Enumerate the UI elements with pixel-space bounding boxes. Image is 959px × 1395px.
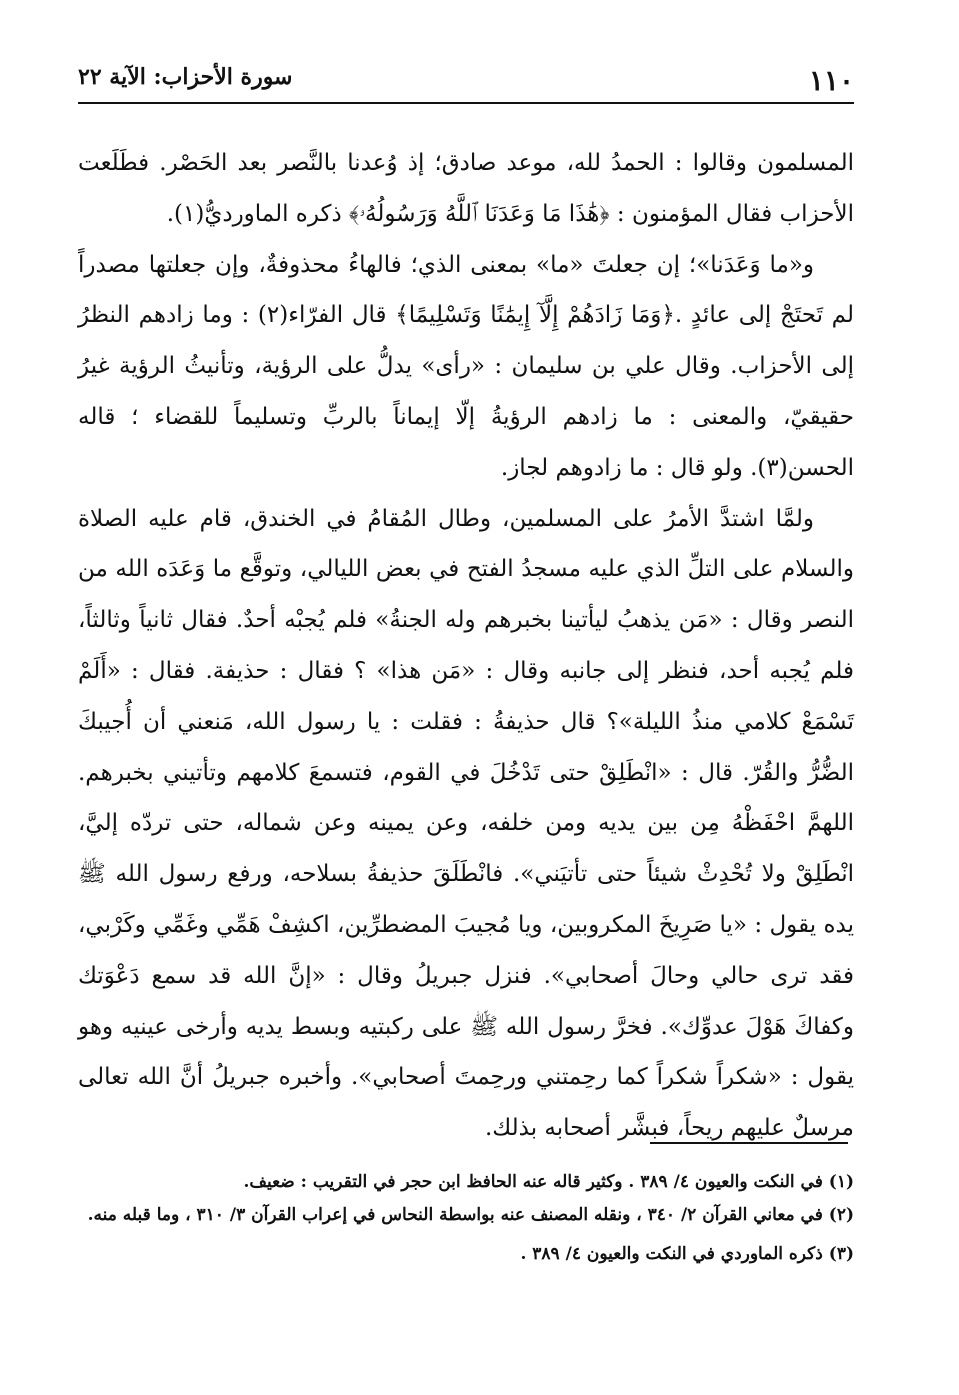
paragraph-1: المسلمون وقالوا : الحمدُ لله، موعد صادق؛ إذ وُعدنا بالنَّصر بعد الحَصْر. فطَلَعت الأحزاب فقال المؤمنون : ﴿هَٰذَا مَا وَعَدَنَا ٱللَّهُ وَرَسُولُهُۥ﴾ ذكره الماورديُّ(١). [78, 150, 854, 227]
footnote-rule [650, 1142, 848, 1144]
main-text [78, 138, 854, 1154]
footnotes [78, 1166, 854, 1271]
paragraph-2: و«ما وَعَدَنا»؛ إن جعلتَ «ما» بمعنى الذي؛ فالهاءُ محذوفةٌ، وإن جعلتها مصدراً لم تَحتَجْ إلى عائدٍ .﴿وَمَا زَادَهُمْ إِلَّآ إِيمَٰنًا وَتَسْلِيمًا﴾ قال الفرّاء(٢) : وما زادهم النظرُ إلى الأحزاب. وقال علي بن سليمان : «رأى» يدلُّ على الرؤية، وتأنيثُ الرؤية غيرُ حقيقيّ، والمعنى : ما زادهم الرؤيةُ إلّا إيماناً بالربِّ وتسليماً للقضاء ؛ قاله الحسن(٣). ولو قال : ما زادوهم لجاز. [78, 251, 854, 481]
footnote-1: (١) في النكت والعيون ٤/ ٣٨٩ . وكثير قاله عنه الحافظ ابن حجر في التقريب : ضعيف. [243, 1172, 854, 1192]
running-title: سورة الأحزاب: الآية ٢٢ [78, 64, 293, 90]
header-rule [78, 102, 854, 104]
page-header [78, 58, 854, 98]
page-number: ١١٠ [808, 64, 854, 97]
paragraph-3: ولمَّا اشتدَّ الأمرُ على المسلمين، وطال المُقامُ في الخندق، قام عليه الصلاة والسلام على التلِّ الذي عليه مسجدُ الفتح في بعض الليالي، وتوقَّع ما وَعَدَه الله من النصر وقال : «مَن يذهبُ ليأتينا بخبرهم وله الجنةُ» فلم يُجبْه أحدٌ. فقال ثانياً وثالثاً، فلم يُجبه أحد، فنظر إلى جانبه وقال : «مَن هذا» ؟ فقال : حذيفة. فقال : «أَلَمْ تَسْمَعْ كلامي منذُ الليلة»؟ قال حذيفةُ : فقلت : يا رسول الله، مَنعني أن أُجيبكَ الضُّرُّ والقُرّ. قال : «انْطَلِقْ حتى تَدْخُلَ في القوم، فتسمعَ كلامهم وتأتيني بخبرهم. اللهمَّ احْفَظْهُ مِن بين يديه ومن خلفه، وعن يمينه وعن شماله، حتى تردّه إليَّ، انْطَلِقْ ولا تُحْدِثْ شيئاً حتى تأتيَني». فانْطَلَقَ حذيفةُ بسلاحه، ورفع رسول الله ﷺ يده يقول : «يا صَرِيخَ المكروبين، ويا مُجيبَ المضطرِّين، اكشِفْ هَمِّي وغَمِّي وكَرْبي، فقد ترى حالي وحالَ أصحابي». فنزل جبريلُ وقال : «إنَّ الله قد سمع دَعْوَتك وكفاكَ هَوْلَ عدوِّك». فخرَّ رسول الله ﷺ على ركبتيه وبسط يديه وأرخى عينيه وهو يقول : «شكراً شكراً كما رحِمتني ورحِمتَ أصحابي». وأخبره جبريلُ أنَّ الله تعالى مرسلٌ عليهم ريحاً، فبشَّر أصحابه بذلك. [78, 505, 854, 1142]
footnote-3: (٣) ذكره الماوردي في النكت والعيون ٤/ ٣٨٩ . [520, 1244, 854, 1264]
footnote-2: (٢) في معاني القرآن ٢/ ٣٤٠ ، ونقله المصنف عنه بواسطة النحاس في إعراب القرآن ٣/ ٣١٠ ، وما قبله منه. [87, 1205, 854, 1225]
